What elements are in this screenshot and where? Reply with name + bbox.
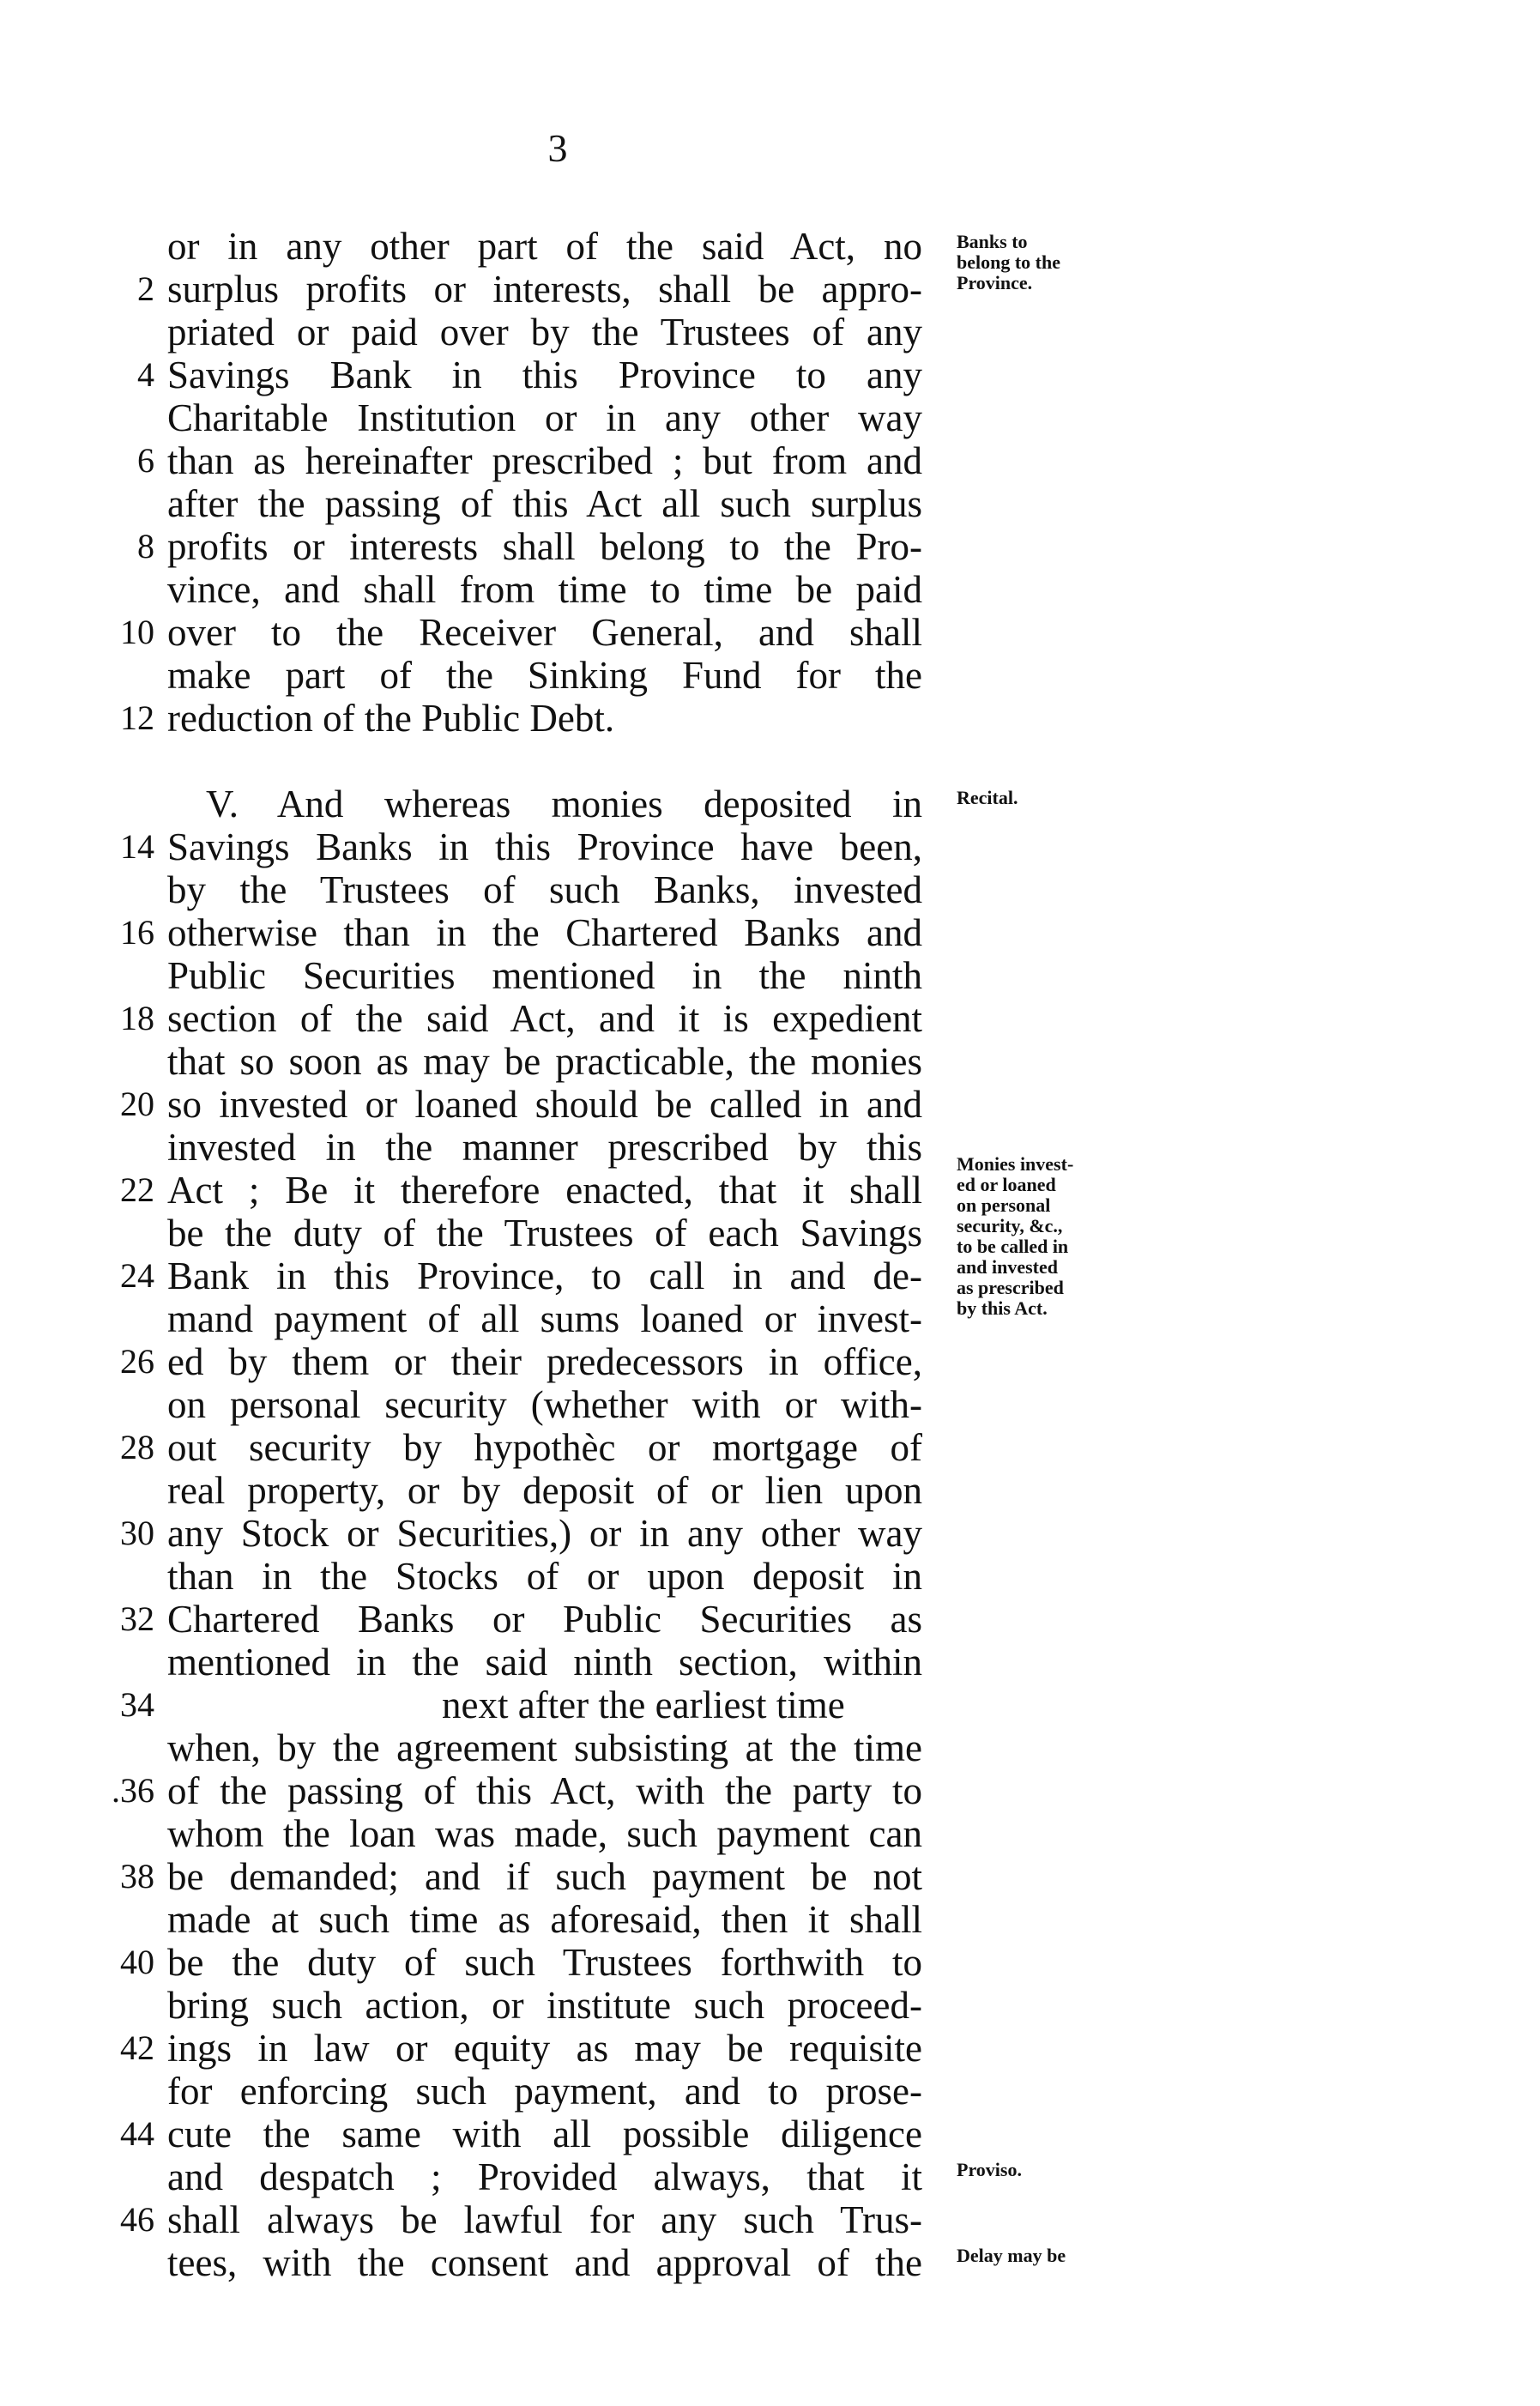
line-number: 34	[120, 1685, 154, 1724]
line-number: 28	[120, 1428, 154, 1466]
line-number: 16	[120, 913, 154, 952]
text-line: or in any other part of the said Act, no	[167, 225, 922, 268]
text-line: Charitable Institution or in any other way	[167, 396, 922, 439]
text-line: otherwise than in the Chartered Banks and	[167, 911, 922, 954]
text-line: of the passing of this Act, with the party to	[167, 1769, 922, 1812]
text-line: make part of the Sinking Fund for the	[167, 654, 922, 697]
margin-note-line: as prescribed	[957, 1277, 1064, 1298]
line-number: 4	[137, 355, 154, 394]
text-line: by the Trustees of such Banks, invested	[167, 868, 922, 911]
text-line: vince, and shall from time to time be paid	[167, 568, 922, 611]
margin-note	[957, 2246, 1128, 2266]
line-number: 24	[120, 1256, 154, 1295]
text-line: section of the said Act, and it is expedient	[167, 997, 922, 1040]
text-line: ings in law or equity as may be requisite	[167, 2027, 922, 2070]
text-line: Bank in this Province, to call in and de-	[167, 1254, 922, 1297]
text-line: any Stock or Securities,) or in any other way	[167, 1512, 922, 1555]
text-line: reduction of the Public Debt.	[167, 697, 615, 740]
text-line: be demanded; and if such payment be not	[167, 1855, 922, 1898]
text-line: mentioned in the said ninth section, within	[167, 1641, 922, 1684]
line-number: 44	[120, 2114, 154, 2153]
text-line: profits or interests shall belong to the Pro-	[167, 525, 922, 568]
line-number: 2	[137, 269, 154, 308]
text-line: mand payment of all sums loaned or invest-	[167, 1297, 922, 1340]
text-line: whom the loan was made, such payment can	[167, 1812, 922, 1855]
margin-note-line: security, &c.,	[957, 1215, 1063, 1236]
line-number: 32	[120, 1599, 154, 1638]
margin-note	[957, 1154, 1128, 1319]
text-line: than in the Stocks of or upon deposit in	[167, 1555, 922, 1598]
text-line: out security by hypothèc or mortgage of	[167, 1426, 922, 1469]
text-line: cute the same with all possible diligence	[167, 2113, 922, 2155]
margin-note-line: ed or loaned	[957, 1174, 1056, 1195]
margin-note	[957, 788, 1128, 808]
line-number: 14	[120, 827, 154, 866]
text-line: over to the Receiver General, and shall	[167, 611, 922, 654]
margin-note	[957, 232, 1128, 293]
text-line: tees, with the consent and approval of the	[167, 2241, 922, 2284]
margin-note-line: and invested	[957, 1256, 1058, 1278]
text-line	[167, 1684, 922, 1726]
text-line: for enforcing such payment, and to prose-	[167, 2070, 922, 2113]
margin-note-line: Delay may be	[957, 2245, 1066, 2266]
text-line: invested in the manner prescribed by this	[167, 1126, 922, 1169]
line-number: 10	[120, 613, 154, 651]
margin-note-line: by this Act.	[957, 1297, 1048, 1319]
margin-note-line: Banks to	[957, 231, 1028, 252]
line-text: next after the earliest time	[442, 1684, 845, 1726]
line-number: 26	[120, 1342, 154, 1381]
text-line: be the duty of such Trustees forthwith to	[167, 1941, 922, 1984]
page-number: 3	[547, 126, 568, 170]
margin-note-line: to be called in	[957, 1236, 1069, 1257]
text-line: than as hereinafter prescribed ; but from and	[167, 439, 922, 482]
margin-note-line: Province.	[957, 272, 1033, 293]
text-line: ed by them or their predecessors in office,	[167, 1340, 922, 1383]
line-number: 42	[120, 2028, 154, 2067]
margin-note-line: belong to the	[957, 251, 1060, 273]
text-line: so invested or loaned should be called in and	[167, 1083, 922, 1126]
text-line: Savings Banks in this Province have been,	[167, 825, 922, 868]
line-number: 40	[120, 1943, 154, 1981]
text-line: Savings Bank in this Province to any	[167, 354, 922, 396]
text-line: and despatch ; Provided always, that it	[167, 2155, 922, 2198]
text-line: bring such action, or institute such proceed-	[167, 1984, 922, 2027]
text-line: made at such time as aforesaid, then it shall	[167, 1898, 922, 1941]
text-line: V. And whereas monies deposited in	[206, 783, 922, 825]
text-line: Public Securities mentioned in the ninth	[167, 954, 922, 997]
text-line: priated or paid over by the Trustees of any	[167, 311, 922, 354]
margin-note-line: Recital.	[957, 787, 1018, 808]
text-line: when, by the agreement subsisting at the time	[167, 1726, 922, 1769]
margin-note	[957, 2160, 1128, 2180]
text-line: be the duty of the Trustees of each Savings	[167, 1212, 922, 1254]
line-number: 30	[120, 1514, 154, 1552]
margin-note-line: Proviso.	[957, 2159, 1022, 2180]
line-number: .36	[112, 1771, 154, 1810]
text-line: on personal security (whether with or with-	[167, 1383, 922, 1426]
text-line: after the passing of this Act all such surplus	[167, 482, 922, 525]
line-number: 18	[120, 999, 154, 1037]
line-number: 38	[120, 1857, 154, 1895]
line-number: 20	[120, 1085, 154, 1123]
text-line: Chartered Banks or Public Securities as	[167, 1598, 922, 1641]
text-line: shall always be lawful for any such Trus-	[167, 2198, 922, 2241]
text-line: Act ; Be it therefore enacted, that it shall	[167, 1169, 922, 1212]
line-number: 46	[120, 2200, 154, 2239]
line-number: 8	[137, 527, 154, 565]
line-number: 22	[120, 1170, 154, 1209]
text-line: that so soon as may be practicable, the monies	[167, 1040, 922, 1083]
line-number: 6	[137, 441, 154, 480]
line-number: 12	[120, 698, 154, 737]
margin-note-line: on personal	[957, 1194, 1051, 1216]
text-line: real property, or by deposit of or lien upon	[167, 1469, 922, 1512]
margin-note-line: Monies invest-	[957, 1153, 1074, 1175]
text-line: surplus profits or interests, shall be appro-	[167, 268, 922, 311]
